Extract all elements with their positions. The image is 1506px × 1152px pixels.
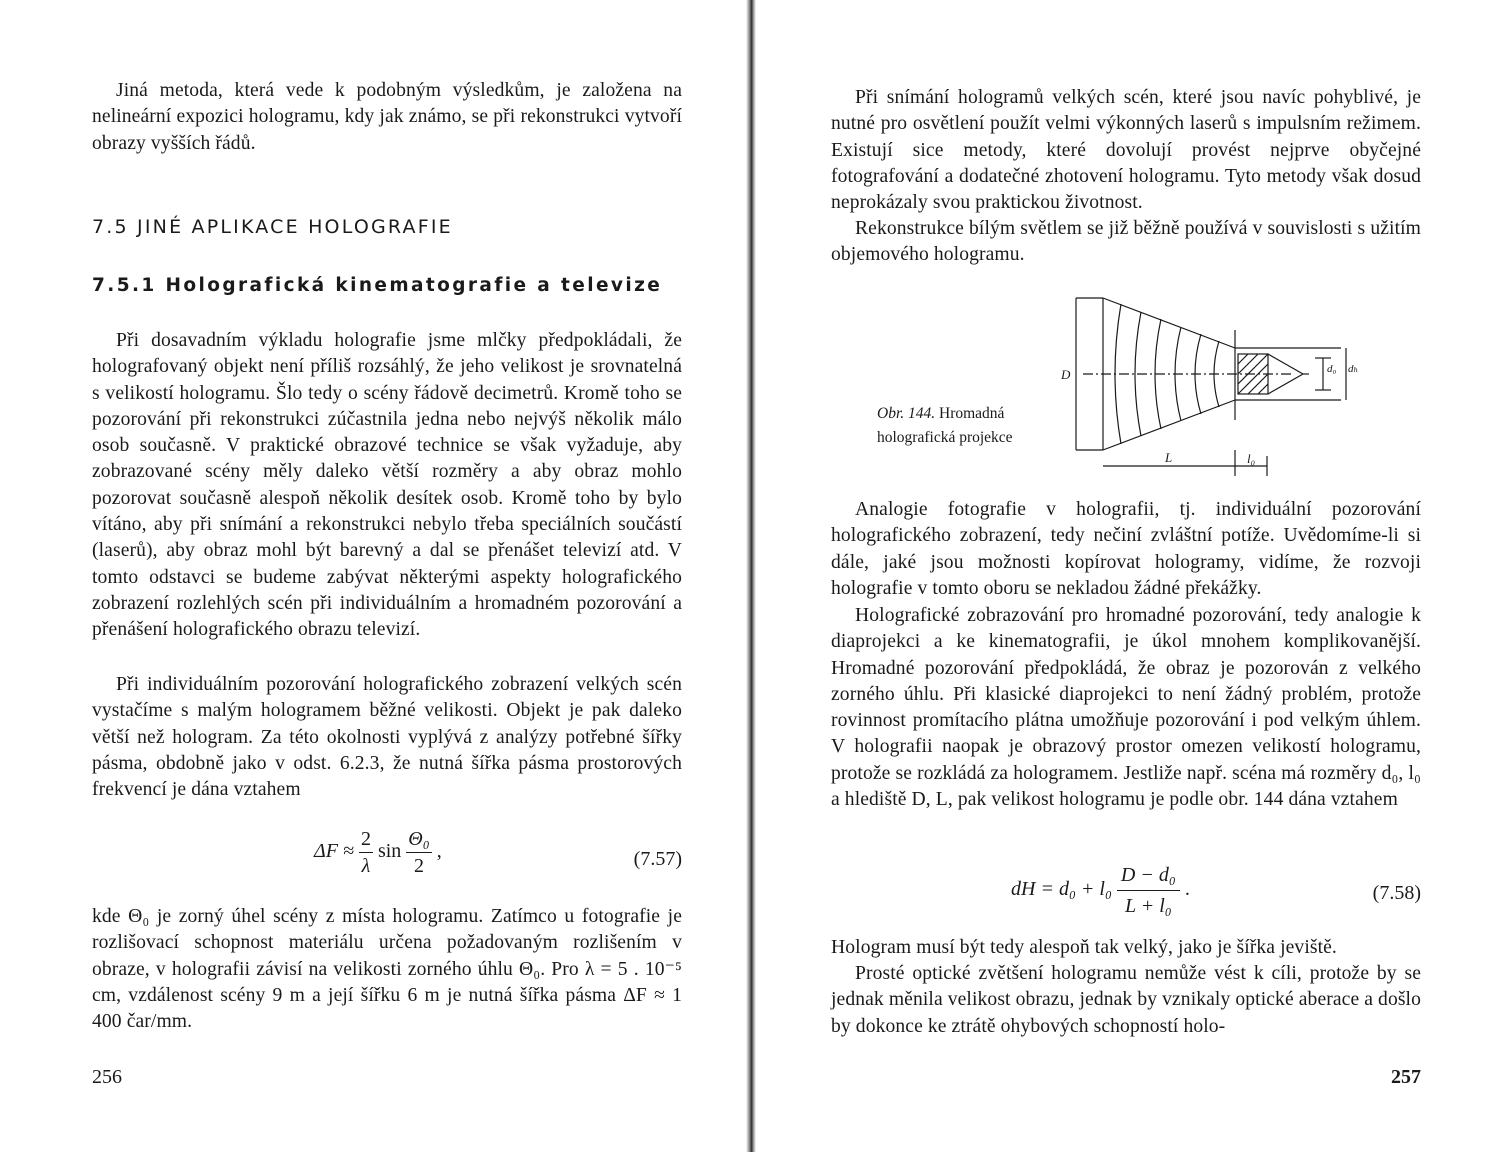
intro-paragraph: Jiná metoda, která vede k podobným výsledkům, je založena na nelineární expozici hologramu, kdy jak známo, se při rekonstrukci vytvoří obrazy vyšších řádů. <box>92 80 682 154</box>
eq2-lhs: dH = d₀ + l₀ <box>1011 878 1112 901</box>
eq2-trail: . <box>1184 878 1190 901</box>
eq1-frac1-den: λ <box>361 855 371 877</box>
page-number-right: 257 <box>1391 1066 1421 1088</box>
eq2-frac-den: L + l₀ <box>1124 895 1172 917</box>
section-heading: 7.5 JINÉ APLIKACE HOLOGRAFIE <box>92 216 453 238</box>
equation-7-58 <box>831 860 1421 930</box>
eq1-frac2-den: 2 <box>413 855 424 877</box>
eq2-number: (7.58) <box>1372 882 1421 904</box>
figure-caption <box>877 402 1053 450</box>
label-d0: d₀ <box>1327 363 1337 375</box>
eq1-trail: , <box>436 840 442 863</box>
left-page <box>92 0 682 1152</box>
eq2-fraction <box>1117 860 1180 921</box>
cone-upper-edge <box>1103 298 1235 348</box>
right-paragraph-1: Při snímání hologramů velkých scén, které jsou navíc pohyblivé, je nutné pro osvětlení použít velmi výkonných laserů s impulsním režimem. Existují sice metody, které dovolují provést nejprve obyčejné fotografování a dodatečné zhotovení hologramu. Tyto metody však dosud neprokázaly svou praktickou životnost. <box>831 87 1421 214</box>
left-paragraph-2: Při individuálním pozorování holografického zobrazení velkých scén vystačíme s malým hologramem běžné velikosti. Objekt je pak daleko větší než hologram. Za této okolnosti vyplývá z analýzy potřebné šířky pásma, obdobně jako v odst. 6.2.3, že nutná šířka pásma prostorových frekvencí je dána vztahem <box>92 674 682 801</box>
label-dH: dₕ <box>1348 363 1359 375</box>
figure-144 <box>831 290 1421 480</box>
label-L: L <box>1165 450 1173 465</box>
eq1-frac1-num: 2 <box>359 826 373 853</box>
label-D: D <box>1061 367 1071 382</box>
right-paragraph-3: Analogie fotografie v holografii, tj. individuální pozorování holografického zobrazení, tedy nečiní zvláštní potíže. Uvědomíme-li si dále, jaké jsou možnosti kopírovat hologramy, vidíme, že rozvoji holografie v tomto oboru se nekladou žádné překážky. <box>831 499 1421 599</box>
subsection-heading: 7.5.1 Holografická kinematografie a televize <box>92 275 663 296</box>
eq1-frac2-num: Θ₀ <box>406 826 431 853</box>
left-paragraph-3: kde Θ₀ je zorný úhel scény z místa hologramu. Zatímco u fotografie je rozlišovací schopnost materiálu určena požadovaným rozlišením v obraze, v holografii závisí na velikosti zorného úhlu Θ₀. Pro λ = 5 . 10⁻⁵ cm, vzdálenost scény 9 m a její šířku 6 m je nutná šířka pásma ΔF ≈ 1 400 čar/mm. <box>92 906 682 1033</box>
eq1-fraction-1 <box>359 826 373 879</box>
eq1-fraction-2 <box>406 826 431 879</box>
figure-caption-text: Hromadná holografická projekce <box>877 405 1013 446</box>
projection-diagram <box>1041 290 1361 480</box>
eq1-lhs: ΔF ≈ <box>314 840 354 863</box>
eq2-frac-num: D − d₀ <box>1117 860 1180 891</box>
right-paragraph-4: Holografické zobrazování pro hromadné pozorování, tedy analogie k diaprojekci a ke kinematografii, je úkol mnohem komplikovanější. Hromadné pozorování předpokládá, že obraz je pozorován z velkého zorného úhlu. Při klasické diaprojekci to není žádný problém, protože rovinnost promítacího plátna umožňuje pozorování i pod velkým úhlem. V holografii naopak je obrazový prostor omezen velikostí hologramu, protože se rozkládá za hologramem. Jestliže např. scéna má rozměry d₀, l₀ a hlediště D, L, pak velikost hologramu je podle obr. 144 dána vztahem <box>831 605 1421 811</box>
right-paragraph-2: Rekonstrukce bílým světlem se již běžně používá v souvislosti s užitím objemového hologramu. <box>831 218 1421 266</box>
right-paragraph-6: Prosté optické zvětšení hologramu nemůže vést k cíli, protože by se jednak měnila velikost obrazu, jednak by vznikaly optické aberace a došlo by dokonce ke ztrátě ohybových schopností holo- <box>831 963 1422 1037</box>
cone-lower-edge <box>1103 400 1235 450</box>
left-paragraph-1: Při dosavadním výkladu holografie jsme mlčky předpokládali, že holografovaný objekt není příliš rozsáhlý, že jeho velikost je srovnatelná s velikostí hologramu. Šlo tedy o scény řádově decimetrů. Kromě toho se pozorování při rekonstrukci zúčastnila jedna nebo nejvýš několik málo osob současně. V praktické obrazové technice se však vyžaduje, aby zobrazované scény měly daleko větší rozměry a aby obraz mohlo pozorovat současně alespoň několik desítek osob. Kromě toho by bylo vítáno, aby při snímání a rekonstrukci nebylo třeba speciálních součástí (laserů), aby obraz mohl být barevný a dal se přenášet televizí atd. V tomto odstavci se budeme zabývat některými aspekty holografického zobrazení rozlehlých scén při individuálním a hromadném pozorování a přenášení holografického obrazu televizí. <box>92 330 682 641</box>
right-paragraph-5: Hologram musí být tedy alespoň tak velký, jako je šířka jeviště. <box>831 937 1337 958</box>
book-gutter <box>746 0 756 1152</box>
equation-7-57 <box>92 826 682 896</box>
figure-caption-label: Obr. 144. <box>877 405 936 422</box>
eq1-sin: sin <box>377 840 402 863</box>
page-number-left: 256 <box>92 1066 122 1088</box>
label-l0: l₀ <box>1247 451 1256 466</box>
right-page <box>831 0 1421 1152</box>
eq1-number: (7.57) <box>633 848 682 870</box>
